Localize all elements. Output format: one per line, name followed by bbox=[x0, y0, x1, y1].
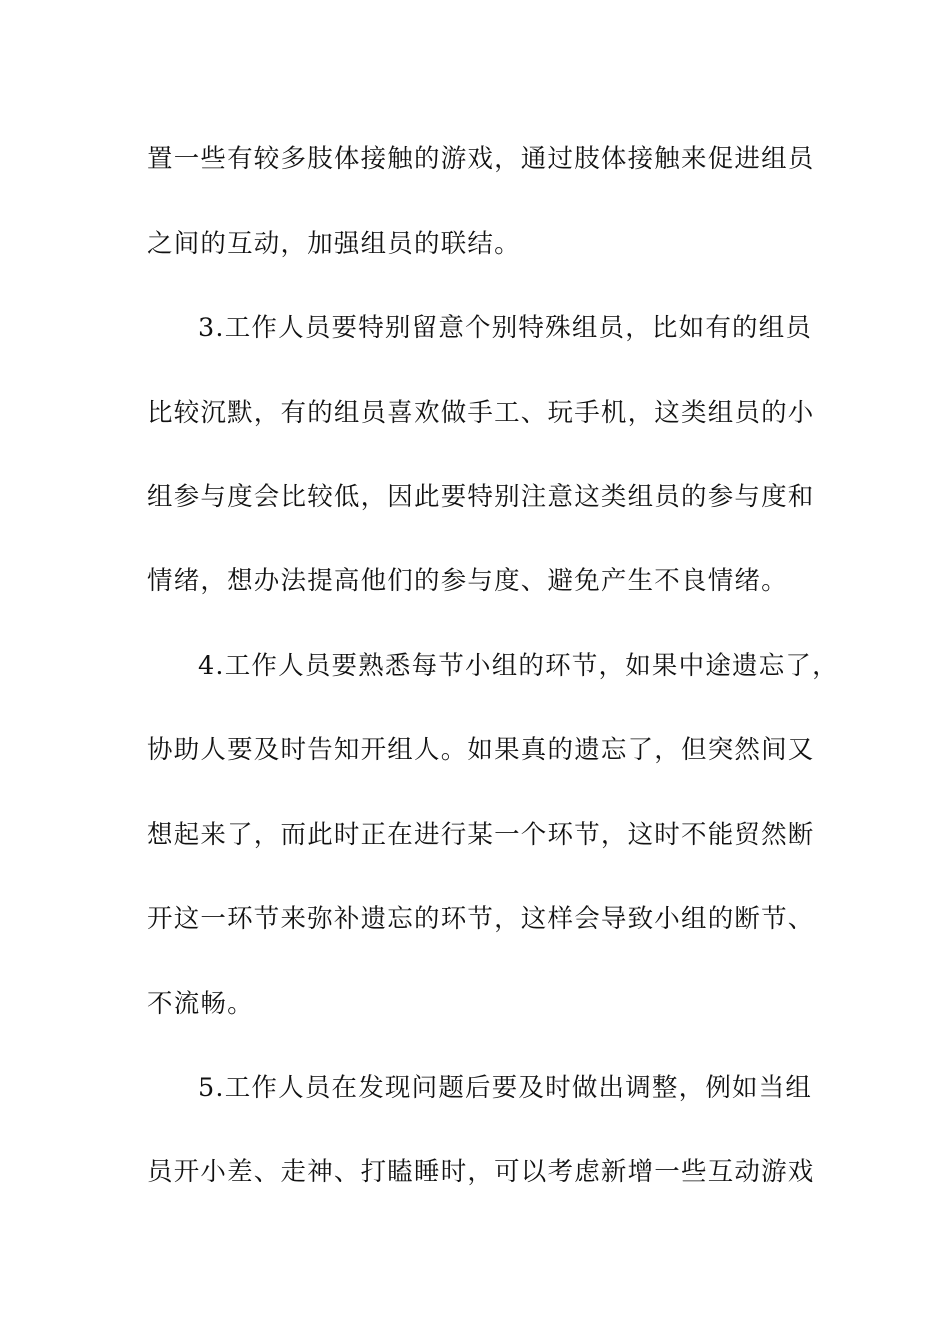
list-item-4-line-1: 4.工作人员要熟悉每节小组的环节，如果中途遗忘了， bbox=[198, 651, 839, 681]
text-line-1: 置一些有较多肢体接触的游戏，通过肢体接触来促进组员 bbox=[147, 144, 815, 174]
list-item-3-line-3: 组参与度会比较低，因此要特别注意这类组员的参与度和 bbox=[147, 482, 815, 512]
list-item-3-line-2: 比较沉默，有的组员喜欢做手工、玩手机，这类组员的小 bbox=[147, 398, 815, 428]
text-line-2: 之间的互动，加强组员的联结。 bbox=[147, 229, 521, 259]
list-item-4-line-5: 不流畅。 bbox=[147, 989, 254, 1019]
list-item-5-line-1: 5.工作人员在发现问题后要及时做出调整，例如当组 bbox=[198, 1073, 813, 1103]
list-item-4-line-2: 协助人要及时告知开组人。如果真的遗忘了，但突然间又 bbox=[147, 735, 815, 765]
list-item-4-line-4: 开这一环节来弥补遗忘的环节，这样会导致小组的断节、 bbox=[147, 904, 815, 934]
list-item-3-line-1: 3.工作人员要特别留意个别特殊组员，比如有的组员 bbox=[198, 313, 813, 343]
list-item-5-line-2: 员开小差、走神、打瞌睡时，可以考虑新增一些互动游戏 bbox=[147, 1157, 815, 1187]
list-item-4-line-3: 想起来了，而此时正在进行某一个环节，这时不能贸然断 bbox=[147, 820, 815, 850]
list-item-3-line-4: 情绪，想办法提高他们的参与度、避免产生不良情绪。 bbox=[147, 566, 788, 596]
